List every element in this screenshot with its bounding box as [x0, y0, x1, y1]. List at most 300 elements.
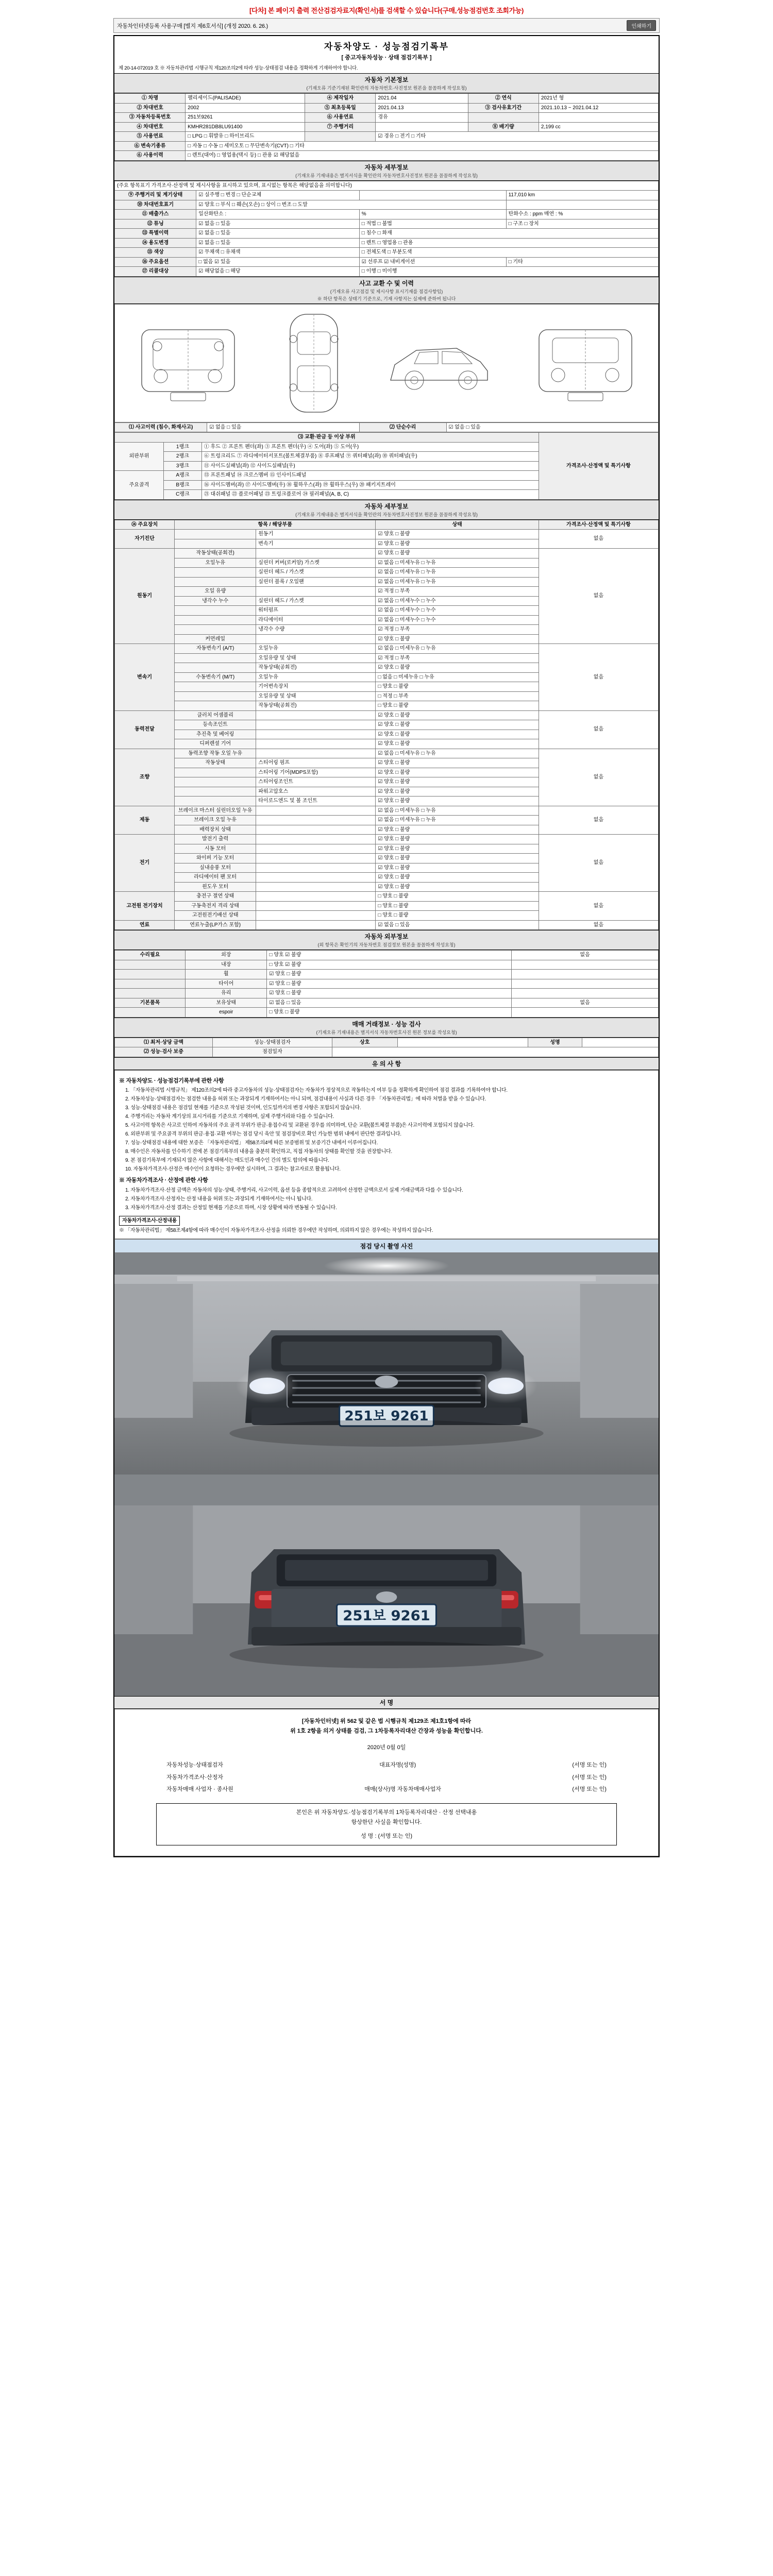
basic-label2-2: ⑥ 사용연료	[305, 113, 376, 123]
section-sub-accident-2: ※ 하단 항목은 상태기 기준으로, 기재 사항지는 실제에 준하여 됩니다	[317, 296, 456, 301]
detail-v2-7: ☑ 선루프 ☑ 내비게이션	[359, 257, 506, 267]
condition-sub-7-2: 고전원전기배선 상태	[175, 911, 256, 921]
basic-value3-1: 2021.10.13 ~ 2021.04.12	[539, 103, 658, 113]
signature-line-2: 위 1호 2항을 의거 상태를 검검, 그 1차등록자리대산 간장과 성능을 확인합니다.	[290, 1728, 483, 1735]
table-row	[115, 219, 659, 229]
signature-line-1: [자동차인터넷] 위 562 및 같은 법 시행규칙 제129조 제1호1항에 따라	[301, 1718, 472, 1724]
section-header-detail	[114, 161, 659, 181]
condition-state-8-0[interactable]: ☑ 없음 □ 있음	[376, 920, 539, 930]
condition-state-0-1[interactable]: ☑ 양호 □ 불량	[376, 539, 539, 549]
table-row	[115, 970, 659, 979]
condition-state-2-2[interactable]: ☑ 양호 □ 불량	[376, 663, 539, 673]
condition-sub-1-1: 오일누유	[175, 558, 256, 568]
condition-state-1-0[interactable]: ☑ 양호 □ 불량	[376, 549, 539, 558]
condition-sub-1-8	[175, 625, 256, 635]
notice-item-1-6: 7. 성능·상태점검 내용에 대한 보증은 「자동차관리법」 제58조의4에 따른 보증범위 및 보증기간 내에서 이루어집니다.	[125, 1140, 378, 1146]
condition-part-2-6: 작동상태(공회전)	[256, 701, 376, 711]
condition-sub-4-1: 작동상태	[175, 758, 256, 768]
basic-label2-0: ④ 제작일자	[305, 94, 376, 104]
condition-state-5-2[interactable]: ☑ 양호 □ 불량	[376, 825, 539, 835]
exterior-label-5: 기본품목	[115, 998, 186, 1008]
condition-part-8-0	[256, 920, 376, 930]
top-warning: [다차] 본 페이지 출력 전산검검자료지(확인서)를 검색할 수 있습니다(구매,성능점검번호 조회가능)	[249, 7, 524, 14]
print-button[interactable]: 인쇄하기	[627, 20, 656, 31]
table-row	[115, 132, 659, 142]
notice-item-1-0: 1. 「자동차관리법 시행규칙」 제120조의2에 따라 중고자동차의 성능·상태점검자는 자동차가 정상적으로 작동하는지 여부 등을 정확하게 확인하여 점검 결과를 기록하여야 합니다.	[125, 1088, 508, 1093]
signature-suffix-1: (서명 또는 인)	[572, 1774, 607, 1781]
condition-sub-4-2	[175, 768, 256, 777]
basic-value3-0: 2021년 형	[539, 94, 658, 104]
accident-label2-0: ⑵ 단순수리	[359, 422, 446, 432]
table-row	[115, 530, 659, 539]
section-header-basic	[114, 73, 659, 93]
condition-table	[114, 520, 659, 930]
usage-value: □ 렌트(대여) □ 영업용(택시 등) □ 관용 ☑ 해당없음	[186, 151, 659, 161]
notice-item-2-2: 3. 자동차가격조사·산정 결과는 산정일 현재를 기준으로 하며, 시장 상황에 따라 변동될 수 있습니다.	[125, 1205, 337, 1211]
law-reference: 제 20-14-072019 호 ※ 자동차관리법 시행규칙 제120조의2에 따라 성능·상태점검 내용을 정확하게 기재하여야 합니다.	[119, 65, 358, 71]
condition-sub-5-2: 배력장치 상태	[175, 825, 256, 835]
condition-part-6-2	[256, 854, 376, 863]
condition-sub-6-1: 시동 모터	[175, 844, 256, 854]
condition-group-6: 전기	[115, 835, 175, 892]
table-row	[115, 229, 659, 239]
condition-note-7: 없음	[539, 892, 658, 921]
condition-sub-1-4: 오일 유량	[175, 587, 256, 597]
final-line-2: 항상한단 사실을 확인합니다.	[351, 1819, 422, 1825]
accident-table	[114, 422, 659, 433]
table-row	[115, 191, 659, 200]
table-row	[115, 1038, 659, 1047]
basic-value2-4: ☑ 경유 □ 전기 □ 기타	[376, 132, 659, 142]
exterior-value-1[interactable]: □ 양호 ☑ 불량	[267, 960, 512, 970]
condition-sub-3-1: 등속조인트	[175, 720, 256, 730]
basic-value-4: □ LPG □ 휘발유 □ 하이브리드	[186, 132, 305, 142]
condition-part-1-3: 실린더 블록 / 오일팬	[256, 577, 376, 587]
boxed-text: ※ 「자동차관리법」 제58조제4항에 따라 매수인이 자동차가격조사·산정을 의뢰한 경우에만 작성하며, 의뢰하지 않은 경우에는 작성하지 않습니다.	[119, 1227, 433, 1233]
table-row	[115, 103, 659, 113]
notice-block	[114, 1070, 659, 1239]
condition-group-1: 원동기	[115, 549, 175, 644]
basic-value-1: 2002	[186, 103, 305, 113]
condition-state-6-5[interactable]: ☑ 양호 □ 불량	[376, 882, 539, 892]
condition-part-6-0	[256, 835, 376, 844]
parts-tier-1-2: C랭크	[163, 490, 201, 500]
exterior-value-6[interactable]: □ 양호 □ 불량	[267, 1008, 512, 1018]
detail-v1-5: ☑ 없음 □ 있음	[196, 238, 360, 248]
exterior-value-0[interactable]: □ 양호 ☑ 불량	[267, 951, 512, 960]
condition-note-5: 없음	[539, 806, 658, 835]
transfer-label-0: ⑴ 최저·상당 금액	[115, 1038, 213, 1047]
accident-value-0: ☑ 없음 □ 있음	[207, 422, 359, 432]
condition-part-3-1	[256, 720, 376, 730]
basic-value-2: 251보9261	[186, 113, 305, 123]
condition-part-4-5: 타이로드엔드 및 볼 조인트	[256, 796, 376, 806]
transfer-value2-1	[332, 1047, 658, 1057]
condition-sub-2-0: 자동변속기 (A/T)	[175, 644, 256, 654]
table-row	[115, 433, 659, 443]
condition-part-6-4	[256, 873, 376, 883]
transfer-value-0: 성능·상태점검자	[212, 1038, 332, 1047]
condition-part-3-2	[256, 730, 376, 739]
transfer-label3-0: 성명	[528, 1038, 582, 1047]
condition-sub-7-0: 충전구 절연 상태	[175, 892, 256, 902]
condition-sub-1-2	[175, 568, 256, 578]
basic-value3-2	[539, 113, 658, 123]
exterior-label-4	[115, 989, 186, 998]
condition-part-5-0	[256, 806, 376, 816]
table-row	[115, 951, 659, 960]
notice-item-1-5: 6. 외판부위 및 주요골격 부위의 판금·용접·교환 여부는 점검 당시 육안 및 점검장비로 확인 가능한 범위 내에서 판단한 결과입니다.	[125, 1131, 401, 1137]
signature-right-2: 매매(상사)명 자동차매매사업자	[364, 1786, 441, 1793]
condition-part-7-1	[256, 901, 376, 911]
parts-side-label: 가격조사·산정액 및 특기사항	[539, 433, 658, 500]
condition-part-5-1	[256, 816, 376, 825]
exterior-sub-4: 유리	[186, 989, 267, 998]
detail-v3-7: □ 기타	[506, 257, 658, 267]
exterior-label-2	[115, 970, 186, 979]
condition-group-5: 제동	[115, 806, 175, 835]
exterior-note-5: 없음	[512, 998, 659, 1008]
condition-part-7-0	[256, 892, 376, 902]
condition-part-1-2: 실린더 헤드 / 가스켓	[256, 568, 376, 578]
condition-part-1-9	[256, 634, 376, 644]
condition-state-1-8[interactable]: ☑ 적정 □ 부족	[376, 625, 539, 635]
basic-value-5: □ 자동 □ 수동 □ 세미오토 □ 무단변속기(CVT) □ 기타	[186, 141, 659, 151]
basic-label3-1: ③ 검사유효기간	[468, 103, 539, 113]
detail-label-3: ⑫ 튜닝	[115, 219, 196, 229]
basic-value-0: 팰리세이드(PALISADE)	[186, 94, 305, 104]
svg-text:251보 9261: 251보 9261	[343, 1607, 430, 1624]
page-title: 자동차양도 · 성능점검기록부	[324, 42, 449, 52]
table-row	[115, 806, 659, 816]
condition-part-4-0	[256, 749, 376, 758]
condition-state-3-2[interactable]: ☑ 양호 □ 불량	[376, 730, 539, 739]
basic-value2-3	[376, 122, 468, 132]
signature-header: 서 명	[114, 1696, 659, 1709]
detail-label-7: ⑯ 주요옵션	[115, 257, 196, 267]
condition-state-3-1[interactable]: ☑ 양호 □ 불량	[376, 720, 539, 730]
section-sub-exterior: (외 항목은 확인기의 자동차번호 점검정보 원본을 꼼꼼하게 작성요청)	[317, 942, 456, 947]
condition-state-4-1[interactable]: ☑ 양호 □ 불량	[376, 758, 539, 768]
condition-sub-1-7	[175, 615, 256, 625]
condition-sub-6-4: 라디에이터 팬 모터	[175, 873, 256, 883]
final-line-3: 성 명 : (서명 또는 인)	[360, 1833, 413, 1839]
condition-part-2-2: 작동상태(공회전)	[256, 663, 376, 673]
detail-v1-8: ☑ 해당없음 □ 해당	[196, 267, 360, 277]
condition-group-2: 변속기	[115, 644, 175, 711]
detail-label-0: ⑨ 주행거리 및 계기상태	[115, 191, 196, 200]
basic-value2-1: 2021.04.13	[376, 103, 468, 113]
usage-label: ⑥ 사용이력	[115, 151, 186, 161]
basic-info-table	[114, 93, 659, 161]
exterior-value-5[interactable]: ☑ 없음 □ 있음	[267, 998, 512, 1008]
detail-v1-6: ☑ 무채색 □ 유채색	[196, 248, 360, 258]
table-row	[115, 122, 659, 132]
table-row	[115, 238, 659, 248]
exterior-sub-2: 휠	[186, 970, 267, 979]
detail-v1-3: ☑ 없음 □ 있음	[196, 219, 360, 229]
condition-state-2-5[interactable]: □ 적정 □ 부족	[376, 691, 539, 701]
detail-v2-2: %	[359, 210, 506, 219]
condition-part-1-6: 워터펌프	[256, 606, 376, 616]
exterior-note-1	[512, 960, 659, 970]
basic-label2-3: ⑦ 주행거리	[305, 122, 376, 132]
car-top-view-icon	[278, 309, 350, 417]
signature-suffix-2: (서명 또는 인)	[572, 1786, 607, 1793]
condition-note-2: 없음	[539, 644, 658, 711]
exterior-value-4[interactable]: ☑ 양호 □ 불량	[267, 989, 512, 998]
car-front-view-icon	[132, 314, 243, 412]
detail-v3-0: 117,010 km	[506, 191, 658, 200]
condition-note-0: 없음	[539, 530, 658, 549]
basic-label2-4	[305, 132, 376, 142]
table-row	[115, 835, 659, 844]
condition-state-0-0[interactable]: ☑ 양호 □ 불량	[376, 530, 539, 539]
condition-part-1-7: 라디에이터	[256, 615, 376, 625]
exterior-value-3[interactable]: ☑ 양호 □ 불량	[267, 979, 512, 989]
table-row	[115, 920, 659, 930]
table-row	[115, 267, 659, 277]
condition-sub-1-0: 작동상태(공회전)	[175, 549, 256, 558]
condition-state-6-0[interactable]: ☑ 양호 □ 불량	[376, 835, 539, 844]
condition-state-2-4[interactable]: □ 양호 □ 불량	[376, 682, 539, 692]
parts-text-0-2: ⑪ 사이드실패널(좌) ⑫ 사이드실패널(우)	[201, 461, 539, 471]
condition-state-3-3[interactable]: ☑ 양호 □ 불량	[376, 739, 539, 749]
exterior-note-0: 없음	[512, 951, 659, 960]
condition-part-1-1: 실린더 커버(로커암) 가스켓	[256, 558, 376, 568]
signature-role-2: 자동차매매 사업자 · 종사원	[166, 1786, 233, 1793]
condition-sub-6-2: 와이퍼 기능 모터	[175, 854, 256, 863]
condition-state-7-0[interactable]: □ 양호 □ 불량	[376, 892, 539, 902]
table-row	[115, 113, 659, 123]
condition-part-6-5	[256, 882, 376, 892]
condition-state-3-0[interactable]: ☑ 양호 □ 불량	[376, 710, 539, 720]
condition-sub-2-4	[175, 682, 256, 692]
exterior-value-2[interactable]: ☑ 양호 □ 불량	[267, 970, 512, 979]
car-side-left-icon	[384, 325, 495, 402]
exterior-label-1	[115, 960, 186, 970]
transfer-value2-0	[397, 1038, 528, 1047]
condition-sub-5-1: 브레이크 오일 누유	[175, 816, 256, 825]
condition-state-2-6[interactable]: □ 양호 □ 불량	[376, 701, 539, 711]
parts-tier-0-1: 2랭크	[163, 452, 201, 462]
condition-state-1-6[interactable]: ☑ 없음 □ 미세누수 □ 누수	[376, 606, 539, 616]
condition-sub-2-5	[175, 691, 256, 701]
condition-note-4: 없음	[539, 749, 658, 806]
signature-row	[136, 1784, 637, 1796]
condition-group-4: 조향	[115, 749, 175, 806]
detail-v1-7: □ 없음 ☑ 있음	[196, 257, 360, 267]
section-sub-basic: (기재오류 기준기재된 확인란의 자동차번호·사진정보 원본을 꼼꼼하게 작성요청)	[306, 86, 467, 91]
condition-part-1-8: 냉각수 수량	[256, 625, 376, 635]
condition-state-7-1[interactable]: □ 양호 □ 불량	[376, 901, 539, 911]
condition-state-6-2[interactable]: ☑ 양호 □ 불량	[376, 854, 539, 863]
table-row	[115, 248, 659, 258]
condition-state-4-3[interactable]: ☑ 양호 □ 불량	[376, 777, 539, 787]
condition-group-8: 연료	[115, 920, 175, 930]
condition-sub-4-4	[175, 787, 256, 796]
table-row	[115, 549, 659, 558]
exterior-label-3	[115, 979, 186, 989]
condition-part-0-1: 변속기	[256, 539, 376, 549]
condition-sub-3-3: 디퍼렌셜 기어	[175, 739, 256, 749]
condition-state-2-0[interactable]: ☑ 없음 □ 미세누유 □ 누유	[376, 644, 539, 654]
condition-state-5-0[interactable]: ☑ 없음 □ 미세누유 □ 누유	[376, 806, 539, 816]
basic-label-2: ③ 자동차등록번호	[115, 113, 186, 123]
condition-sub-1-6	[175, 606, 256, 616]
condition-state-4-0[interactable]: ☑ 없음 □ 미세누유 □ 누유	[376, 749, 539, 758]
section-sub-accident-1: (기재오류 사고점검 및 제시사항 표시기재를 점검사항임)	[330, 289, 443, 294]
condition-state-2-3[interactable]: □ 없음 □ 미세누유 □ 누유	[376, 672, 539, 682]
condition-sub-4-5	[175, 796, 256, 806]
exterior-note-2	[512, 970, 659, 979]
condition-part-2-1: 오일유량 및 상태	[256, 653, 376, 663]
condition-state-1-2[interactable]: ☑ 없음 □ 미세누유 □ 누유	[376, 568, 539, 578]
condition-sub-7-1: 구동축전지 격리 상태	[175, 901, 256, 911]
photo-section-header: 점검 당시 촬영 사진	[114, 1239, 659, 1253]
table-header-row	[115, 520, 659, 530]
condition-state-5-1[interactable]: ☑ 없음 □ 미세누유 □ 누유	[376, 816, 539, 825]
exterior-table	[114, 950, 659, 1018]
condition-state-6-1[interactable]: ☑ 양호 □ 불량	[376, 844, 539, 854]
section-title-detail: 자동차 세부정보	[364, 163, 409, 171]
condition-state-4-4[interactable]: ☑ 양호 □ 불량	[376, 787, 539, 796]
condition-state-6-4[interactable]: ☑ 양호 □ 불량	[376, 873, 539, 883]
condition-group-0: 자기진단	[115, 530, 175, 549]
table-row	[115, 710, 659, 720]
table-row	[115, 141, 659, 151]
condition-part-1-5: 실린더 헤드 / 가스켓	[256, 596, 376, 606]
table-row	[115, 151, 659, 161]
section-title-transfer: 매매 거래정보 · 성능 검사	[352, 1020, 421, 1028]
boxed-title: 자동차가격조사·산정내용	[119, 1216, 180, 1226]
transfer-label-1: ⑵ 성능·검사 보증	[115, 1047, 213, 1057]
condition-note-3: 없음	[539, 710, 658, 749]
condition-sub-8-0: 연료누출(LP가스 포함)	[175, 920, 256, 930]
notice-item-2-1: 2. 자동차가격조사·산정자는 산정 내용을 허위 또는 과장되게 기재하여서는 아니 됩니다.	[125, 1196, 313, 1202]
condition-state-4-2[interactable]: ☑ 양호 □ 불량	[376, 768, 539, 777]
signature-block	[114, 1709, 659, 1857]
condition-sub-0-0	[175, 530, 256, 539]
condition-state-1-5[interactable]: ☑ 없음 □ 미세누수 □ 누수	[376, 596, 539, 606]
condition-state-7-2[interactable]: □ 양호 □ 불량	[376, 911, 539, 921]
notice-item-1-3: 4. 주행거리는 자동차 계기상의 표시거리를 기준으로 기재하며, 실제 주행거리와 다를 수 있습니다.	[125, 1114, 334, 1120]
basic-value2-0: 2021.04	[376, 94, 468, 104]
detail-label-2: ⑪ 배출가스	[115, 210, 196, 219]
basic-label-4: ⑤ 사용연료	[115, 132, 186, 142]
condition-note-6: 없음	[539, 835, 658, 892]
parts-tier-0-2: 3랭크	[163, 461, 201, 471]
condition-state-2-1[interactable]: ☑ 적정 □ 부족	[376, 653, 539, 663]
final-line-1: 본인은 위 자동차양도·성능점검기록부의 1차등록자리대산 · 산정 선택내용	[296, 1809, 477, 1816]
condition-state-1-3[interactable]: ☑ 없음 □ 미세누유 □ 누유	[376, 577, 539, 587]
notice-item-1-8: 9. 본 점검기록부에 기재되지 않은 사항에 대해서는 매도인과 매수인 간의 별도 합의에 따릅니다.	[125, 1158, 329, 1163]
front-photo	[114, 1253, 659, 1475]
signature-suffix-0: (서명 또는 인)	[572, 1761, 607, 1768]
parts-text-1-0: ⑬ 프론트패널 ⑭ 크로스멤버 ⑮ 인사이드패널	[201, 471, 539, 481]
exterior-sub-1: 내장	[186, 960, 267, 970]
transfer-value-1: 점검일자	[212, 1047, 332, 1057]
condition-sub-2-3: 수동변속기 (M/T)	[175, 672, 256, 682]
basic-label3-2	[468, 113, 539, 123]
exterior-note-4	[512, 989, 659, 998]
title-block	[114, 36, 659, 62]
notice-item-1-9: 10. 자동차가격조사·산정은 매수인이 요청하는 경우에만 실시하며, 그 결과는 참고자료로 활용됩니다.	[125, 1166, 341, 1172]
detail-v2-4: □ 침수 □ 화재	[359, 229, 658, 239]
rear-photo	[114, 1475, 659, 1696]
condition-part-2-5: 오일유량 및 상태	[256, 691, 376, 701]
table-row	[115, 998, 659, 1008]
table-row	[115, 422, 659, 432]
accident-label-0: ⑴ 사고이력 (침수, 화재사고)	[115, 422, 207, 432]
table-row	[115, 989, 659, 998]
detail-v1-1: ☑ 양호 □ 부식 □ 훼손(오손) □ 상이 □ 변조 □ 도말	[196, 200, 506, 210]
detail-v1-0: ☑ 실주행 □ 변경 □ 단순교체	[196, 191, 360, 200]
condition-part-5-2	[256, 825, 376, 835]
condition-col-2: 상태	[376, 520, 539, 530]
accident-value2-0: ☑ 없음 □ 있음	[446, 422, 658, 432]
page-subtitle: [ 중고자동차성능 · 상태 점검기록부 ]	[341, 55, 432, 61]
condition-state-4-5[interactable]: ☑ 양호 □ 불량	[376, 796, 539, 806]
condition-sub-2-2	[175, 663, 256, 673]
table-row	[115, 94, 659, 104]
parts-tier-1-1: B랭크	[163, 480, 201, 490]
basic-value3-3: 2,199 cc	[539, 122, 658, 132]
form-reference-label: 자동차인터넷등록 사용구매 [별지 제6호서식] (개정 2020. 6. 26.)	[117, 23, 268, 29]
parts-text-0-1: ⑥ 트렁크리드 ⑦ 라디에이터서포트(볼트체결부품) ⑧ 루프패널 ⑨ 쿼터패널(좌) ⑩ 쿼터패널(우)	[201, 452, 539, 462]
condition-part-6-1	[256, 844, 376, 854]
condition-state-1-7[interactable]: ☑ 없음 □ 미세누수 □ 누수	[376, 615, 539, 625]
notice-item-1-2: 3. 성능·상태점검 내용은 점검일 현재를 기준으로 작성된 것이며, 인도일까지의 변경 사항은 포함되지 않습니다.	[125, 1105, 361, 1111]
section-header-condition	[114, 500, 659, 520]
transfer-label2-0: 상호	[332, 1038, 397, 1047]
parts-table	[114, 432, 659, 500]
exterior-label-6	[115, 1008, 186, 1018]
condition-state-1-9[interactable]: ☑ 양호 □ 불량	[376, 634, 539, 644]
detail-v2-8: □ 이행 □ 미이행	[359, 267, 658, 277]
condition-sub-3-0: 클러치 어셈블리	[175, 710, 256, 720]
condition-col-0: ⑭ 주요장치	[115, 520, 175, 530]
signature-role-0: 자동차성능·상태점검자	[166, 1761, 223, 1768]
signature-right-0: 대표자명(성명)	[379, 1761, 416, 1768]
signature-row	[136, 1772, 637, 1784]
detail-v3-1	[506, 200, 658, 210]
basic-label3-0: ② 연식	[468, 94, 539, 104]
condition-state-6-3[interactable]: ☑ 양호 □ 불량	[376, 863, 539, 873]
condition-sub-3-2: 추진축 및 베어링	[175, 730, 256, 739]
section-title-accident: 사고 교환 수 및 이력	[359, 279, 414, 287]
condition-state-1-1[interactable]: ☑ 없음 □ 미세누유 □ 누유	[376, 558, 539, 568]
condition-sub-0-1	[175, 539, 256, 549]
detail-label-8: ⑰ 리콜대상	[115, 267, 196, 277]
condition-part-2-0: 오일누유	[256, 644, 376, 654]
table-row	[115, 1047, 659, 1057]
condition-part-4-4: 파워고압호스	[256, 787, 376, 796]
section-title-condition: 자동차 세부정보	[364, 502, 409, 510]
section-sub-transfer: (기재오류 기재내용은 별지서식 자동차번호사진 원본 정보를 작성요청)	[316, 1029, 457, 1035]
condition-sub-6-0: 발전기 출력	[175, 835, 256, 844]
notice-item-1-7: 8. 매수인은 자동차를 인수하기 전에 본 점검기록부의 내용을 충분히 확인하고, 직접 자동차의 상태를 확인할 것을 권장합니다.	[125, 1149, 392, 1155]
condition-state-1-4[interactable]: ☑ 적정 □ 부족	[376, 587, 539, 597]
detail-v2-5: □ 렌트 □ 영업용 □ 관용	[359, 238, 658, 248]
condition-sub-4-3	[175, 777, 256, 787]
exterior-note-6	[512, 1008, 659, 1018]
detail-v2-6: □ 전체도색 □ 부분도색	[359, 248, 658, 258]
condition-sub-6-3: 실내송풍 모터	[175, 863, 256, 873]
condition-part-0-0: 원동기	[256, 530, 376, 539]
condition-sub-1-9: 커먼레일	[175, 634, 256, 644]
section-title-exterior: 자동차 외부정보	[364, 933, 409, 940]
